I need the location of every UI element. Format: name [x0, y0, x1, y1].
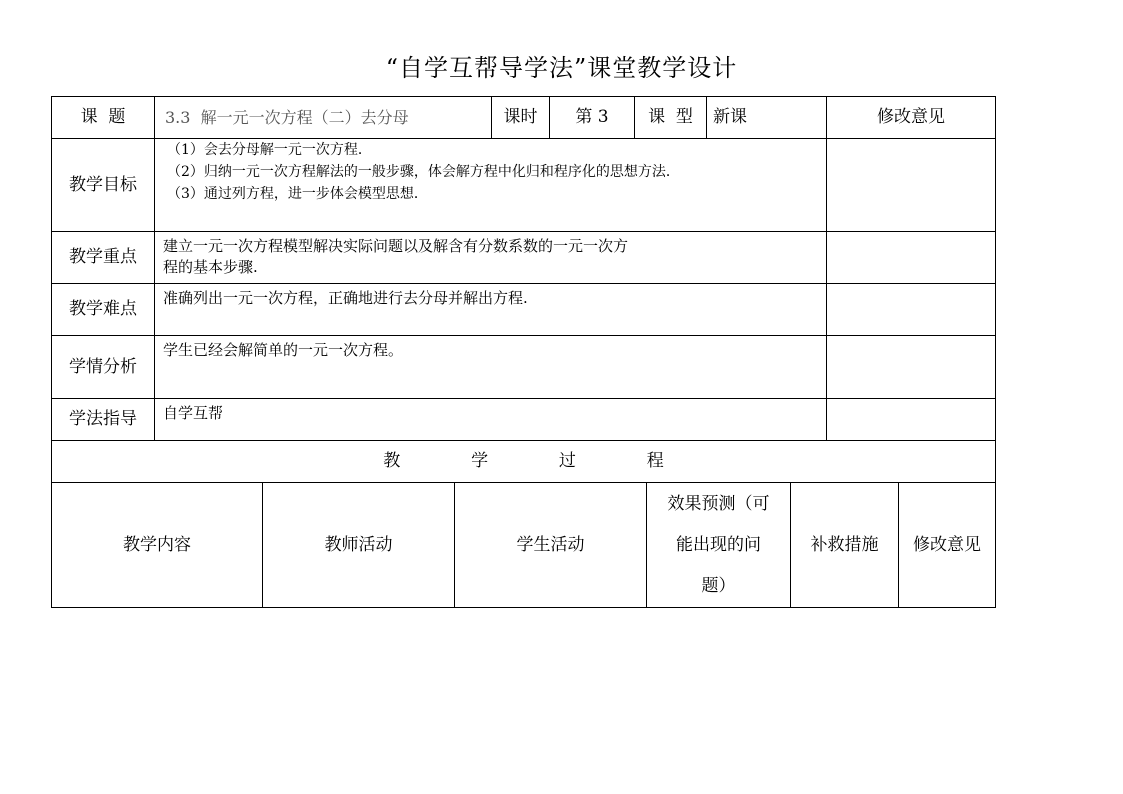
process-heading: 教 学 过 程 [383, 451, 664, 471]
key-points-line: 程的基本步骤. [163, 258, 258, 276]
analysis-label: 学情分析 [69, 356, 137, 377]
key-points-label: 教学重点 [69, 247, 137, 267]
key-points-line: 建立一元一次方程模型解决实际问题以及解含有分数系数的一元一次方 [163, 237, 629, 255]
column-student-activity: 学生活动 [516, 534, 585, 555]
method-text: 自学互帮 [163, 404, 224, 422]
goal-item: （2）归纳一元一次方程解法的一般步骤，体会解方程中化归和程序化的思想方法． [167, 164, 680, 180]
goals-list [155, 139, 826, 231]
revision-label: 修改意见 [877, 107, 945, 127]
type-value: 新课 [713, 107, 747, 127]
difficulties-label: 教学难点 [69, 299, 137, 319]
effect-prediction-line: 能出现的问 [676, 534, 761, 555]
column-teaching-content: 教学内容 [123, 534, 191, 555]
goals-label: 教学目标 [69, 174, 137, 195]
goals-revision-cell [827, 139, 995, 231]
column-revision-opinion: 修改意见 [913, 534, 981, 555]
document-title: “自学互帮导学法”课堂教学设计 [385, 54, 738, 82]
type-label: 课 型 [648, 107, 693, 127]
period-value: 第 3 [575, 107, 609, 127]
period-label: 课时 [503, 107, 538, 127]
column-effect-prediction [647, 483, 790, 607]
goal-item: （1）会去分母解一元一次方程． [167, 142, 372, 158]
difficulties-text: 准确列出一元一次方程，正确地进行去分母并解出方程. [163, 289, 528, 307]
effect-prediction-line: 效果预测（可 [667, 493, 770, 514]
topic-label: 课 题 [80, 107, 126, 127]
goal-item: （3）通过列方程，进一步体会模型思想． [167, 186, 428, 202]
effect-prediction-line: 题） [701, 575, 736, 596]
topic-value: 3.3 解一元一次方程（二）去分母 [165, 108, 409, 127]
column-teacher-activity: 教师活动 [324, 534, 393, 555]
method-label: 学法指导 [69, 409, 137, 429]
key-points-text [155, 232, 826, 283]
analysis-text: 学生已经会解简单的一元一次方程。 [163, 341, 404, 359]
column-remedial-measures: 补救措施 [810, 534, 879, 555]
